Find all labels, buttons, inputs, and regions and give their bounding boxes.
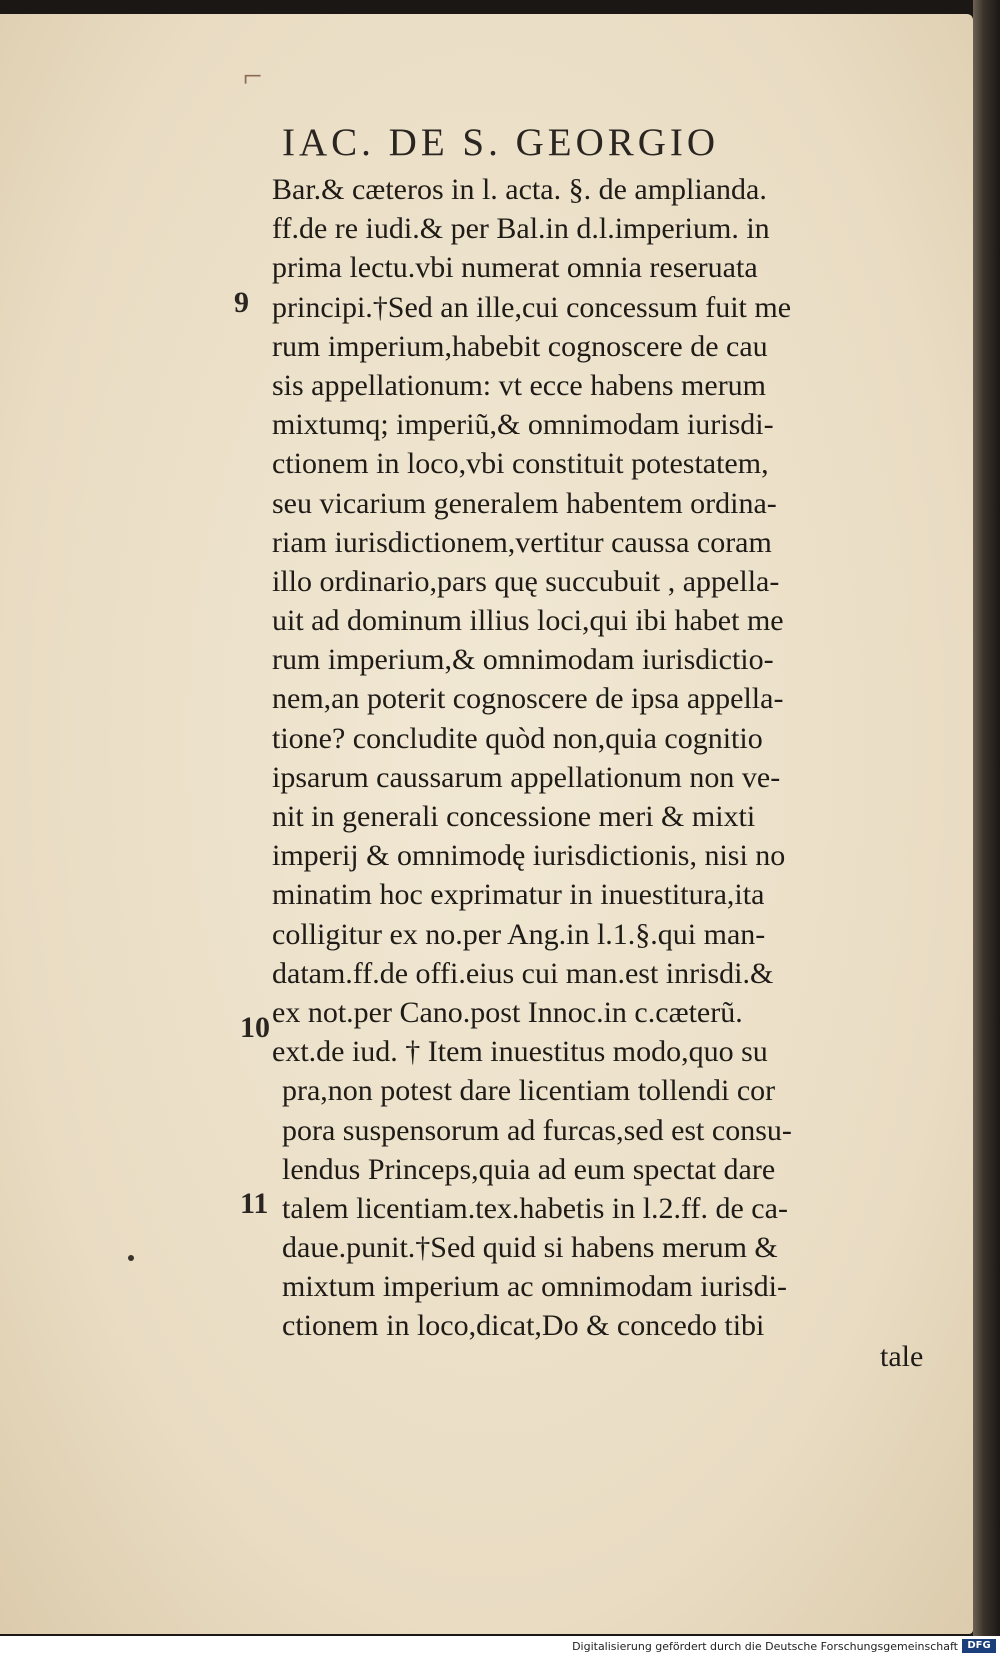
text-line: prima lectu.vbi numerat omnia reseruata — [272, 251, 758, 285]
dfg-logo: DFG — [962, 1639, 996, 1653]
text-line: sis appellationum: vt ecce habens merum — [272, 368, 767, 402]
text-line: ff.de re iudi.& per Bal.in d.l.imperium. in — [272, 212, 770, 246]
running-header: IAC. DE S. GEORGIO — [282, 121, 720, 164]
text-line: lendus Princeps,quia ad eum spectat dare — [282, 1152, 776, 1186]
text-line: illo ordinario,pars quę succubuit , appella- — [272, 564, 780, 598]
text-line: pora suspensorum ad furcas,sed est consu- — [282, 1113, 792, 1147]
text-line: mixtum imperium ac omnimodam iurisdi- — [282, 1270, 787, 1304]
text-line: ipsarum caussarum appellationum non ve- — [272, 760, 781, 794]
margin-number: 9 — [234, 286, 249, 319]
footer-bar — [0, 1636, 1000, 1657]
text-line: talem licentiam.tex.habetis in l.2.ff. de ca- — [282, 1191, 788, 1225]
text-line: minatim hoc exprimatur in inuestitura,ita — [272, 878, 765, 912]
text-line: daue.punit.†Sed quid si habens merum & — [282, 1231, 778, 1265]
text-line: pra,non potest dare licentiam tollendi cor — [282, 1074, 776, 1108]
margin-number: 10 — [240, 1011, 270, 1044]
text-line: nit in generali concessione meri & mixti — [272, 800, 756, 833]
text-line: mixtumq; imperiũ,& omnimodam iurisdi- — [272, 408, 774, 442]
text-line: colligitur ex no.per Ang.in l.1.§.qui man- — [272, 917, 766, 951]
text-line: uit ad dominum illius loci,qui ibi habet me — [272, 604, 784, 638]
text-line: nem,an poterit cognoscere de ipsa appella- — [272, 682, 784, 716]
page-edge — [973, 0, 1000, 1636]
ink-mark: ⌐ — [243, 58, 263, 95]
catchword: tale — [880, 1340, 924, 1373]
body-text — [272, 170, 922, 1346]
text-line: imperij & omnimodę iurisdictionis, nisi no — [272, 839, 786, 873]
footer-credit: Digitalisierung gefördert durch die Deutsche Forschungsgemeinschaft — [572, 1640, 958, 1653]
ink-dot — [128, 1255, 134, 1261]
text-line: ext.de iud. † Item inuestitus modo,quo su — [272, 1035, 768, 1069]
text-line: rum imperium,habebit cognoscere de cau — [272, 329, 768, 363]
text-line: ex not.per Cano.post Innoc.in c.cæterũ. — [272, 995, 743, 1029]
text-line: ctionem in loco,vbi constituit potestatem, — [272, 447, 769, 481]
text-line: ctionem in loco,dicat,Do & concedo tibi — [282, 1309, 765, 1343]
text-line: tione? concludite quòd non,quia cognitio — [272, 721, 763, 755]
text-line: principi.†Sed an ille,cui concessum fuit me — [272, 290, 792, 324]
margin-number: 11 — [240, 1187, 269, 1220]
text-line: Bar.& cæteros in l. acta. §. de amplianda. — [272, 173, 767, 206]
text-line: seu vicarium generalem habentem ordina- — [272, 486, 777, 520]
text-line: datam.ff.de offi.eius cui man.est inrisdi.& — [272, 956, 774, 990]
text-line: rum imperium,& omnimodam iurisdictio- — [272, 643, 774, 677]
text-line: riam iurisdictionem,vertitur caussa coram — [272, 525, 772, 559]
